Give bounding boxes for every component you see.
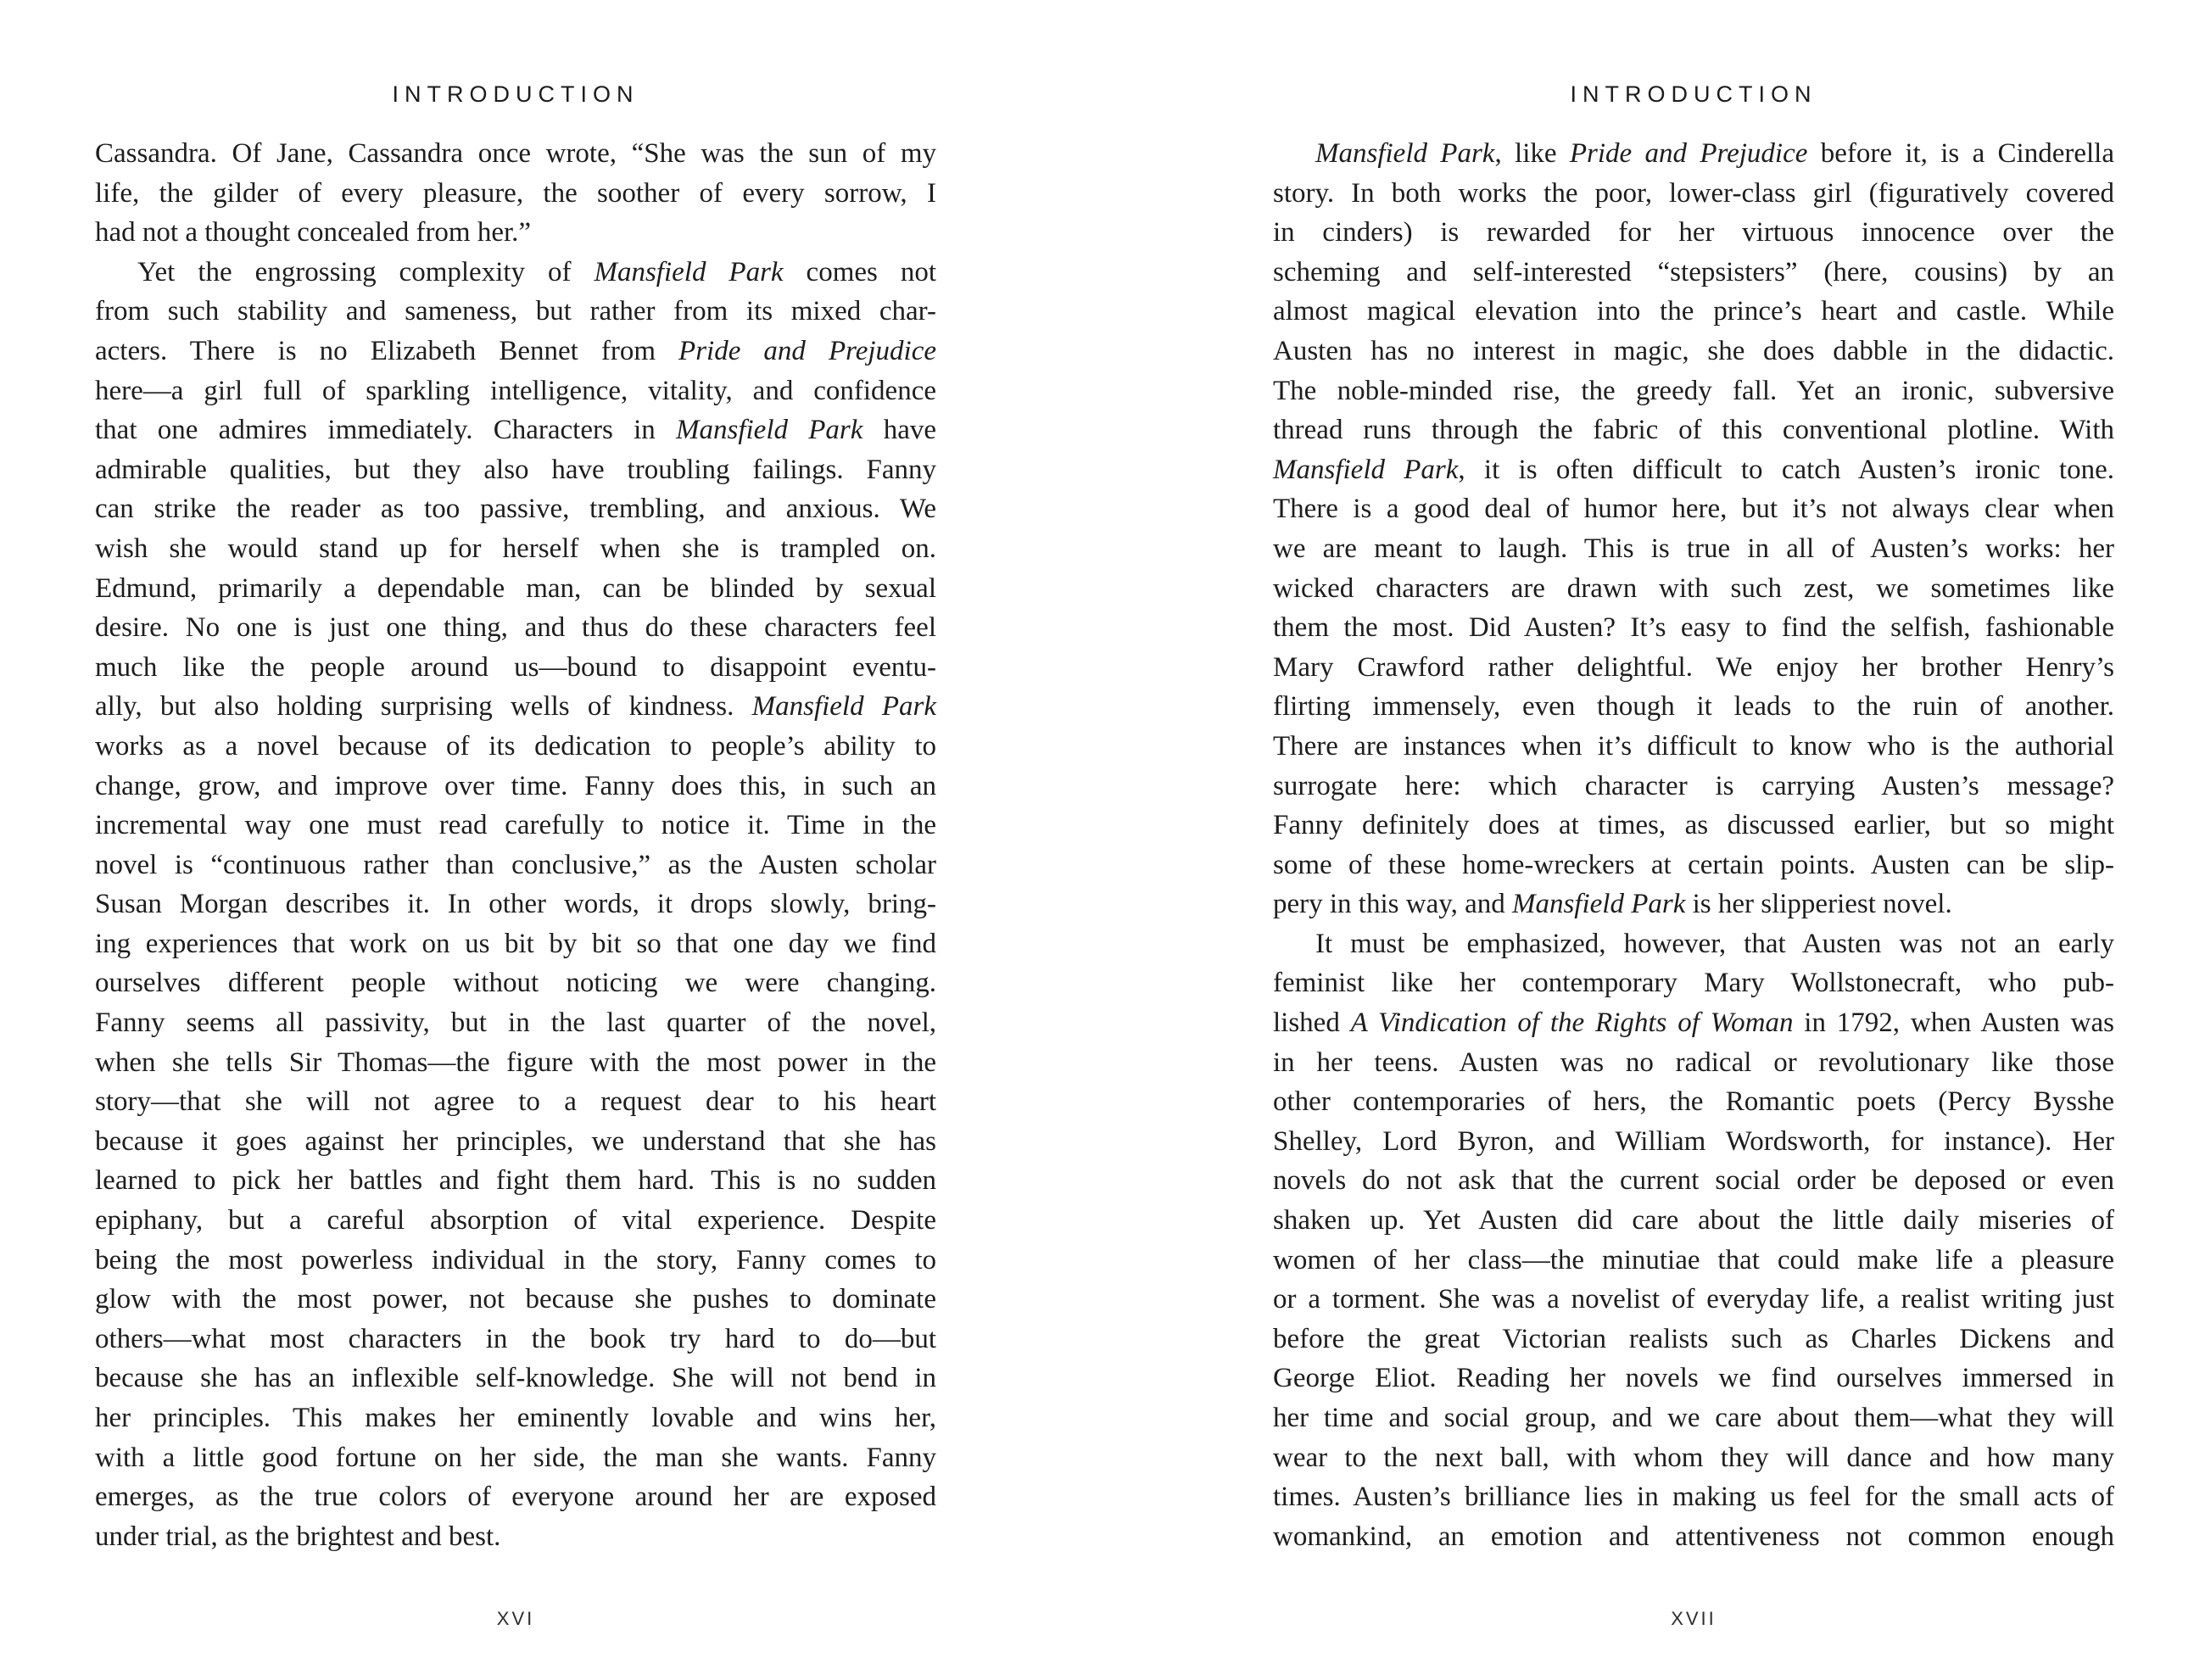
plain-text: novel is “continuous rather than conclusive,” as the Austen scholar [95, 849, 936, 880]
text-line [1273, 371, 2114, 411]
plain-text: in 1792, when Austen was [1793, 1007, 2114, 1039]
plain-text: feminist like her contemporary Mary Wollstonecraft, who pub- [1273, 968, 2114, 999]
plain-text: or a torment. She was a novelist of everyday life, a realist writing just [1273, 1284, 2114, 1315]
text-line [95, 1359, 936, 1398]
plain-text: ourselves different people without noticing we were changing. [95, 968, 936, 999]
text-line [1273, 608, 2114, 648]
text-line [1273, 1241, 2114, 1281]
plain-text: times. Austen’s brilliance lies in making us feel for the small acts of [1273, 1482, 2114, 1513]
plain-text: The noble-minded rise, the greedy fall. Yet an ironic, subversive [1273, 375, 2114, 406]
text-line [95, 134, 936, 174]
page-body [1273, 134, 2114, 1556]
text-line [1273, 1122, 2114, 1162]
plain-text: desire. No one is just one thing, and thus do these characters feel [95, 612, 936, 644]
text-line [1273, 1280, 2114, 1320]
plain-text: story. In both works the poor, lower-class girl (figuratively covered [1273, 177, 2114, 209]
text-line [95, 963, 936, 1003]
plain-text: change, grow, and improve over time. Fanny does this, in such an [95, 770, 936, 801]
text-line [95, 885, 936, 924]
text-line [1273, 213, 2114, 253]
plain-text: incremental way one must read carefully to notice it. Time in the [95, 810, 936, 841]
plain-text: ally, but also holding surprising wells of kindness. [95, 691, 752, 723]
text-line [1273, 1359, 2114, 1398]
text-line [95, 332, 936, 371]
text-line [1273, 1320, 2114, 1359]
plain-text: some of these home-wreckers at certain points. Austen can be slip- [1273, 849, 2114, 880]
italic-text: Mansfield Park [1315, 138, 1495, 169]
plain-text: women of her class—the minutiae that could make life a pleasure [1273, 1244, 2114, 1275]
text-line [95, 648, 936, 688]
text-line [95, 1477, 936, 1517]
text-line [1273, 332, 2114, 371]
text-line [95, 569, 936, 609]
plain-text: flirting immensely, even though it leads to the ruin of another. [1273, 691, 2114, 723]
text-line [1273, 1043, 2114, 1083]
running-header: INTRODUCTION [392, 81, 639, 107]
text-line [95, 1003, 936, 1043]
plain-text: lished [1273, 1007, 1351, 1039]
plain-text: Mary Crawford rather delightful. We enjoy her brother Henry’s [1273, 651, 2114, 683]
italic-text: Mansfield Park [751, 691, 936, 723]
plain-text: George Eliot. Reading her novels we find ourselves immersed in [1273, 1363, 2114, 1394]
text-line [1273, 1398, 2114, 1438]
text-line [95, 1280, 936, 1320]
italic-text: Pride and Prejudice [678, 335, 936, 366]
text-line [1273, 648, 2114, 688]
plain-text: life, the gilder of every pleasure, the soother of every sorrow, I [95, 177, 936, 209]
text-line [1273, 767, 2114, 807]
plain-text: Fanny seems all passivity, but in the last quarter of the novel, [95, 1007, 936, 1039]
text-line [95, 253, 936, 293]
text-line [95, 608, 936, 648]
text-line [1273, 846, 2114, 885]
italic-text: Pride and Prejudice [1569, 138, 1808, 169]
plain-text: admirable qualities, but they also have troubling failings. Fanny [95, 454, 936, 485]
text-line [1273, 1438, 2114, 1478]
italic-text: Mansfield Park [1511, 889, 1686, 920]
text-line [95, 450, 936, 490]
text-line [1273, 450, 2114, 490]
page-number: XVI [496, 1608, 535, 1629]
plain-text: almost magical elevation into the prince’s heart and castle. While [1273, 296, 2114, 327]
text-line [95, 924, 936, 964]
plain-text: Austen has no interest in magic, she does dabble in the didactic. [1273, 335, 2114, 366]
page-right [1273, 0, 2114, 1680]
text-line [1273, 1477, 2114, 1517]
plain-text: , it is often difficult to catch Austen’s ironic tone. [1458, 454, 2114, 485]
plain-text: novels do not ask that the current social order be deposed or even [1273, 1165, 2114, 1197]
plain-text: shaken up. Yet Austen did care about the little daily miseries of [1273, 1205, 2114, 1236]
plain-text: Susan Morgan describes it. In other words, it drops slowly, bring- [95, 889, 936, 920]
plain-text: ing experiences that work on us bit by bit so that one day we find [95, 928, 936, 959]
plain-text: scheming and self-interested “stepsisters” (here, cousins) by an [1273, 256, 2114, 287]
plain-text: we are meant to laugh. This is true in all of Austen’s works: her [1273, 533, 2114, 564]
text-line [1273, 1003, 2114, 1043]
text-line [1273, 687, 2114, 727]
plain-text: Cassandra. Of Jane, Cassandra once wrote, “She was the sun of my [95, 138, 936, 169]
text-line [95, 213, 936, 253]
plain-text: is her slipperiest novel. [1685, 889, 1952, 920]
italic-text: Mansfield Park [594, 256, 784, 287]
plain-text: , like [1494, 138, 1570, 169]
text-line [95, 727, 936, 767]
plain-text: Yet the engrossing complexity of [137, 256, 595, 287]
italic-text: A Vindication of the Rights of Woman [1350, 1007, 1794, 1039]
plain-text: acters. There is no Elizabeth Bennet from [95, 335, 679, 366]
text-line [1273, 489, 2114, 529]
plain-text: works as a novel because of its dedication to people’s ability to [95, 730, 936, 762]
text-line [1273, 885, 2114, 924]
text-line [95, 174, 936, 214]
text-line [95, 1161, 936, 1201]
italic-text: Mansfield Park [1273, 454, 1459, 485]
text-line [1273, 569, 2114, 609]
running-header: INTRODUCTION [1570, 81, 1817, 107]
text-line [1273, 174, 2114, 214]
text-line [95, 767, 936, 807]
text-line [1273, 1517, 2114, 1557]
plain-text: here—a girl full of sparkling intelligence, vitality, and confidence [95, 375, 936, 406]
text-line [95, 489, 936, 529]
text-line [95, 1438, 936, 1478]
text-line [95, 1517, 936, 1557]
plain-text: from such stability and sameness, but rather from its mixed char- [95, 296, 936, 327]
text-line [95, 1398, 936, 1438]
plain-text: under trial, as the brightest and best. [95, 1521, 501, 1552]
text-line [1273, 727, 2114, 767]
text-line [95, 1201, 936, 1241]
plain-text: Fanny definitely does at times, as discussed earlier, but so might [1273, 810, 2114, 841]
text-line [1273, 924, 2114, 964]
text-line [95, 1241, 936, 1281]
plain-text: glow with the most power, not because she pushes to dominate [95, 1284, 936, 1315]
plain-text: her principles. This makes her eminently lovable and wins her, [95, 1403, 936, 1433]
text-line [95, 292, 936, 332]
plain-text: her time and social group, and we care about them—what they will [1273, 1403, 2114, 1433]
plain-text: with a little good fortune on her side, the man she wants. Fanny [95, 1442, 936, 1473]
plain-text: wear to the next ball, with whom they will dance and how many [1273, 1442, 2114, 1473]
text-line [1273, 253, 2114, 293]
text-line [95, 806, 936, 846]
plain-text: Shelley, Lord Byron, and William Wordsworth, for instance). Her [1273, 1125, 2114, 1157]
text-line [1273, 134, 2114, 174]
plain-text: pery in this way, and [1273, 889, 1512, 920]
text-line [95, 1122, 936, 1162]
plain-text: before it, is a Cinderella [1807, 138, 2114, 169]
plain-text: before the great Victorian realists such as Charles Dickens and [1273, 1323, 2114, 1354]
plain-text: other contemporaries of hers, the Romantic poets (Percy Bysshe [1273, 1086, 2114, 1118]
plain-text: thread runs through the fabric of this conventional plotline. With [1273, 415, 2114, 446]
text-line [95, 371, 936, 411]
plain-text: others—what most characters in the book try hard to do—but [95, 1323, 936, 1354]
page-number: XVII [1671, 1608, 1717, 1629]
plain-text: It must be emphasized, however, that Austen was not an early [1315, 928, 2114, 959]
text-line [95, 410, 936, 450]
page-body [95, 134, 936, 1556]
plain-text: emerges, as the true colors of everyone around her are exposed [95, 1482, 936, 1513]
plain-text: wicked characters are drawn with such zest, we sometimes like [1273, 572, 2114, 604]
plain-text: learned to pick her battles and fight them hard. This is no sudden [95, 1165, 936, 1197]
plain-text: have [862, 415, 936, 446]
plain-text: womankind, an emotion and attentiveness not common enough [1273, 1521, 2114, 1552]
italic-text: Mansfield Park [676, 415, 863, 446]
text-line [95, 1320, 936, 1359]
plain-text: when she tells Sir Thomas—the figure with the most power in the [95, 1047, 936, 1078]
plain-text: can strike the reader as too passive, trembling, and anxious. We [95, 494, 936, 525]
plain-text: Edmund, primarily a dependable man, can be blinded by sexual [95, 572, 936, 604]
text-line [1273, 1082, 2114, 1122]
plain-text: because it goes against her principles, we understand that she has [95, 1125, 936, 1157]
plain-text: that one admires immediately. Characters in [95, 415, 677, 446]
text-line [95, 529, 936, 569]
plain-text: being the most powerless individual in the story, Fanny comes to [95, 1244, 936, 1275]
text-line [1273, 963, 2114, 1003]
page-left [95, 0, 936, 1680]
plain-text: comes not [783, 256, 936, 287]
plain-text: had not a thought concealed from her.” [95, 217, 532, 248]
plain-text: epiphany, but a careful absorption of vital experience. Despite [95, 1205, 936, 1236]
plain-text: in cinders) is rewarded for her virtuous innocence over the [1273, 217, 2114, 248]
plain-text: surrogate here: which character is carrying Austen’s message? [1273, 770, 2114, 801]
text-line [1273, 806, 2114, 846]
text-line [1273, 1201, 2114, 1241]
text-line [1273, 1161, 2114, 1201]
text-line [95, 687, 936, 727]
text-line [95, 1043, 936, 1083]
plain-text: There is a good deal of humor here, but it’s not always clear when [1273, 494, 2114, 525]
text-line [1273, 410, 2114, 450]
plain-text: because she has an inflexible self-knowledge. She will not bend in [95, 1363, 936, 1394]
text-line [95, 846, 936, 885]
plain-text: There are instances when it’s difficult to know who is the authorial [1273, 730, 2114, 762]
text-line [95, 1082, 936, 1122]
plain-text: much like the people around us—bound to disappoint eventu- [95, 651, 936, 683]
plain-text: in her teens. Austen was no radical or revolutionary like those [1273, 1047, 2114, 1078]
text-line [1273, 292, 2114, 332]
plain-text: story—that she will not agree to a request dear to his heart [95, 1086, 936, 1118]
plain-text: them the most. Did Austen? It’s easy to find the selfish, fashionable [1273, 612, 2114, 644]
plain-text: wish she would stand up for herself when she is trampled on. [95, 533, 936, 564]
text-line [1273, 529, 2114, 569]
